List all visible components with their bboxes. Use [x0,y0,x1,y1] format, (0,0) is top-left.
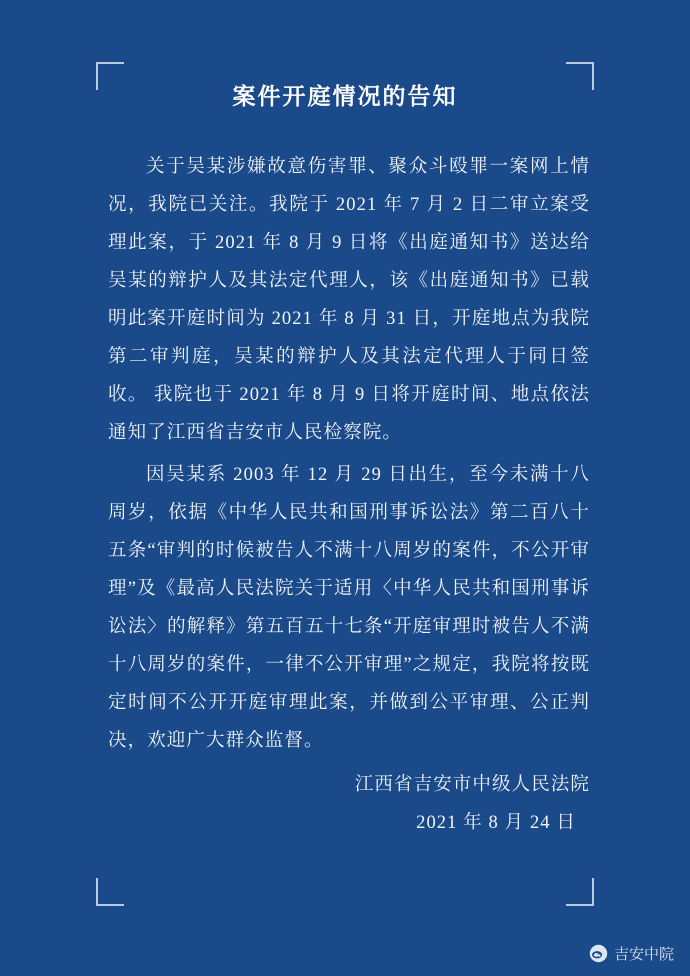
document-title: 案件开庭情况的告知 [232,84,458,109]
corner-mark-bottom-left [96,878,124,906]
document-body [108,148,590,842]
signature-date: 2021 年 8 月 24 日 [416,813,576,833]
signature-block [108,766,590,842]
weibo-account-name: 吉安中院 [613,946,674,963]
weibo-watermark [589,943,674,964]
paragraph-2: 因吴某系 2003 年 12 月 29 日出生，至今未满十八周岁，依据《中华人民共和国刑事诉讼法》第二百八十五条“审判的时候被告人不满十八周岁的案件，不公开审理”及《最高人民法院关于适用〈中华人民共和国刑事诉讼法〉的解释》第五百五十七条“开庭审理时被告人不满十八周岁的案件，一律不公开审理”之规定，我院将按既定时间不公开开庭审理此案，并做到公平审理、公正判决，欢迎广大群众监督。 [108,465,590,751]
paragraph-1: 关于吴某涉嫌故意伤害罪、聚众斗殴罪一案网上情况，我院已关注。我院于 2021 年 7 月 2 日二审立案受理此案，于 2021 年 8 月 9 日将《出庭通知书》送达给吴某的辩护人及其法定代理人，该《出庭通知书》已载明此案开庭时间为 2021 年 8 月 31 日，开庭地点为我院第二审判庭，吴某的辩护人及其法定代理人于同日签收。 我院也于 2021 年 8 月 9 日将开庭时间、地点依法通知了江西省吉安市人民检察院。 [108,157,590,443]
weibo-icon [589,944,608,963]
corner-mark-bottom-right [566,878,594,906]
signature-organization: 江西省吉安市中级人民法院 [354,775,590,795]
